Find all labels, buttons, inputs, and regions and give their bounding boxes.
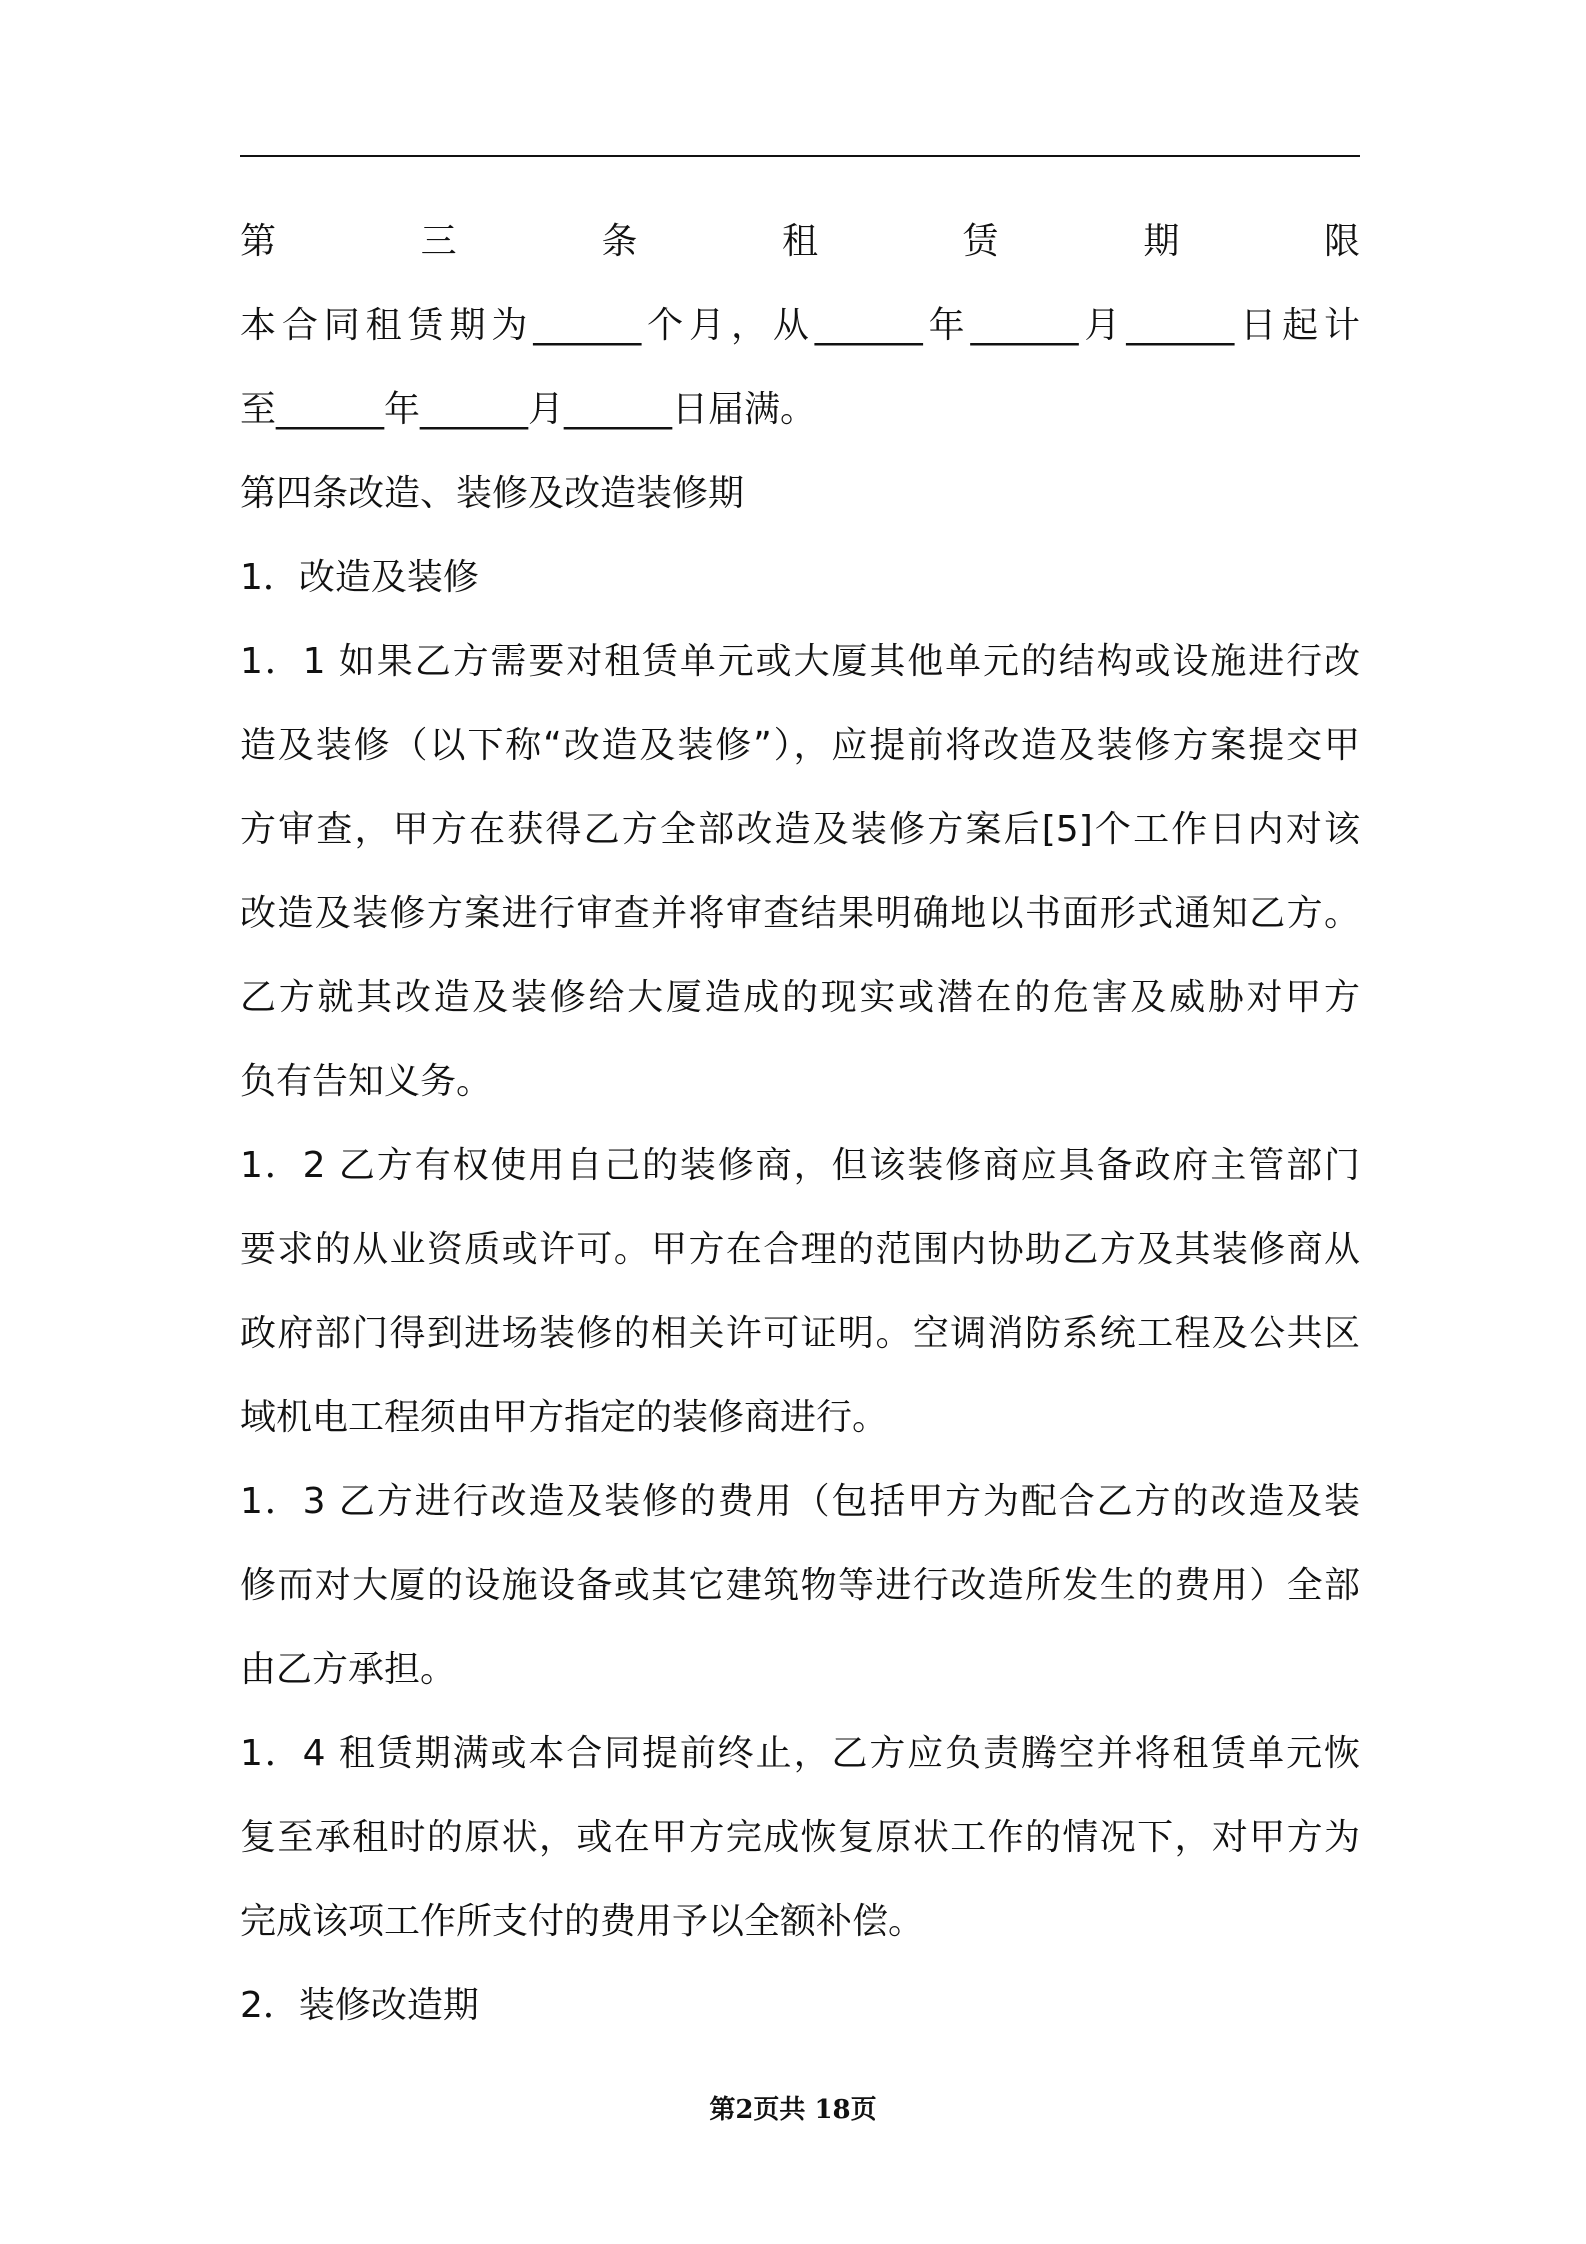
paragraph-line: 1．2 乙方有权使用自己的装修商，但该装修商应具备政府主管部门 [240,1145,1360,1186]
paragraph-line: 由乙方承担。 [240,1649,457,1690]
paragraph-line: 1．3 乙方进行改造及装修的费用（包括甲方为配合乙方的改造及装 [240,1481,1360,1522]
paragraph-line: 方审查，甲方在获得乙方全部改造及装修方案后[5]个工作日内对该 [240,809,1360,850]
subsection-heading: 2．装修改造期 [240,1985,479,2026]
paragraph-line: 复至承租时的原状，或在甲方完成恢复原状工作的情况下，对甲方为 [240,1817,1360,1858]
section-heading-article-3: 第三条租赁期限 [240,221,1360,262]
document-body [240,200,1360,2048]
paragraph-line: 完成该项工作所支付的费用予以全额补偿。 [240,1901,925,1942]
paragraph-line: 造及装修（以下称“改造及装修”），应提前将改造及装修方案提交甲 [240,725,1360,766]
page-number: 第2页共 18页 [709,2095,877,2125]
paragraph-line: 1．1 如果乙方需要对租赁单元或大厦其他单元的结构或设施进行改 [240,641,1360,682]
paragraph-line: 要求的从业资质或许可。甲方在合理的范围内协助乙方及其装修商从 [240,1229,1360,1270]
header-rule [240,155,1360,157]
section-heading-article-4: 第四条改造、装修及改造装修期 [240,473,745,514]
paragraph-line: 域机电工程须由甲方指定的装修商进行。 [240,1397,889,1438]
paragraph-line: 负有告知义务。 [240,1061,493,1102]
paragraph-line: 乙方就其改造及装修给大厦造成的现实或潜在的危害及威胁对甲方 [240,977,1360,1018]
paragraph-line: 政府部门得到进场装修的相关许可证明。空调消防系统工程及公共区 [240,1313,1360,1354]
paragraph-line: 1．4 租赁期满或本合同提前终止，乙方应负责腾空并将租赁单元恢 [240,1733,1360,1774]
paragraph-line: 改造及装修方案进行审查并将审查结果明确地以书面形式通知乙方。 [240,893,1360,934]
paragraph-line: 至______年______月______日届满。 [240,389,817,430]
paragraph-line: 本合同租赁期为______个月，从______年______月______日起计 [240,305,1360,346]
paragraph-line: 修而对大厦的设施设备或其它建筑物等进行改造所发生的费用）全部 [240,1565,1360,1606]
subsection-heading: 1．改造及装修 [240,557,479,598]
